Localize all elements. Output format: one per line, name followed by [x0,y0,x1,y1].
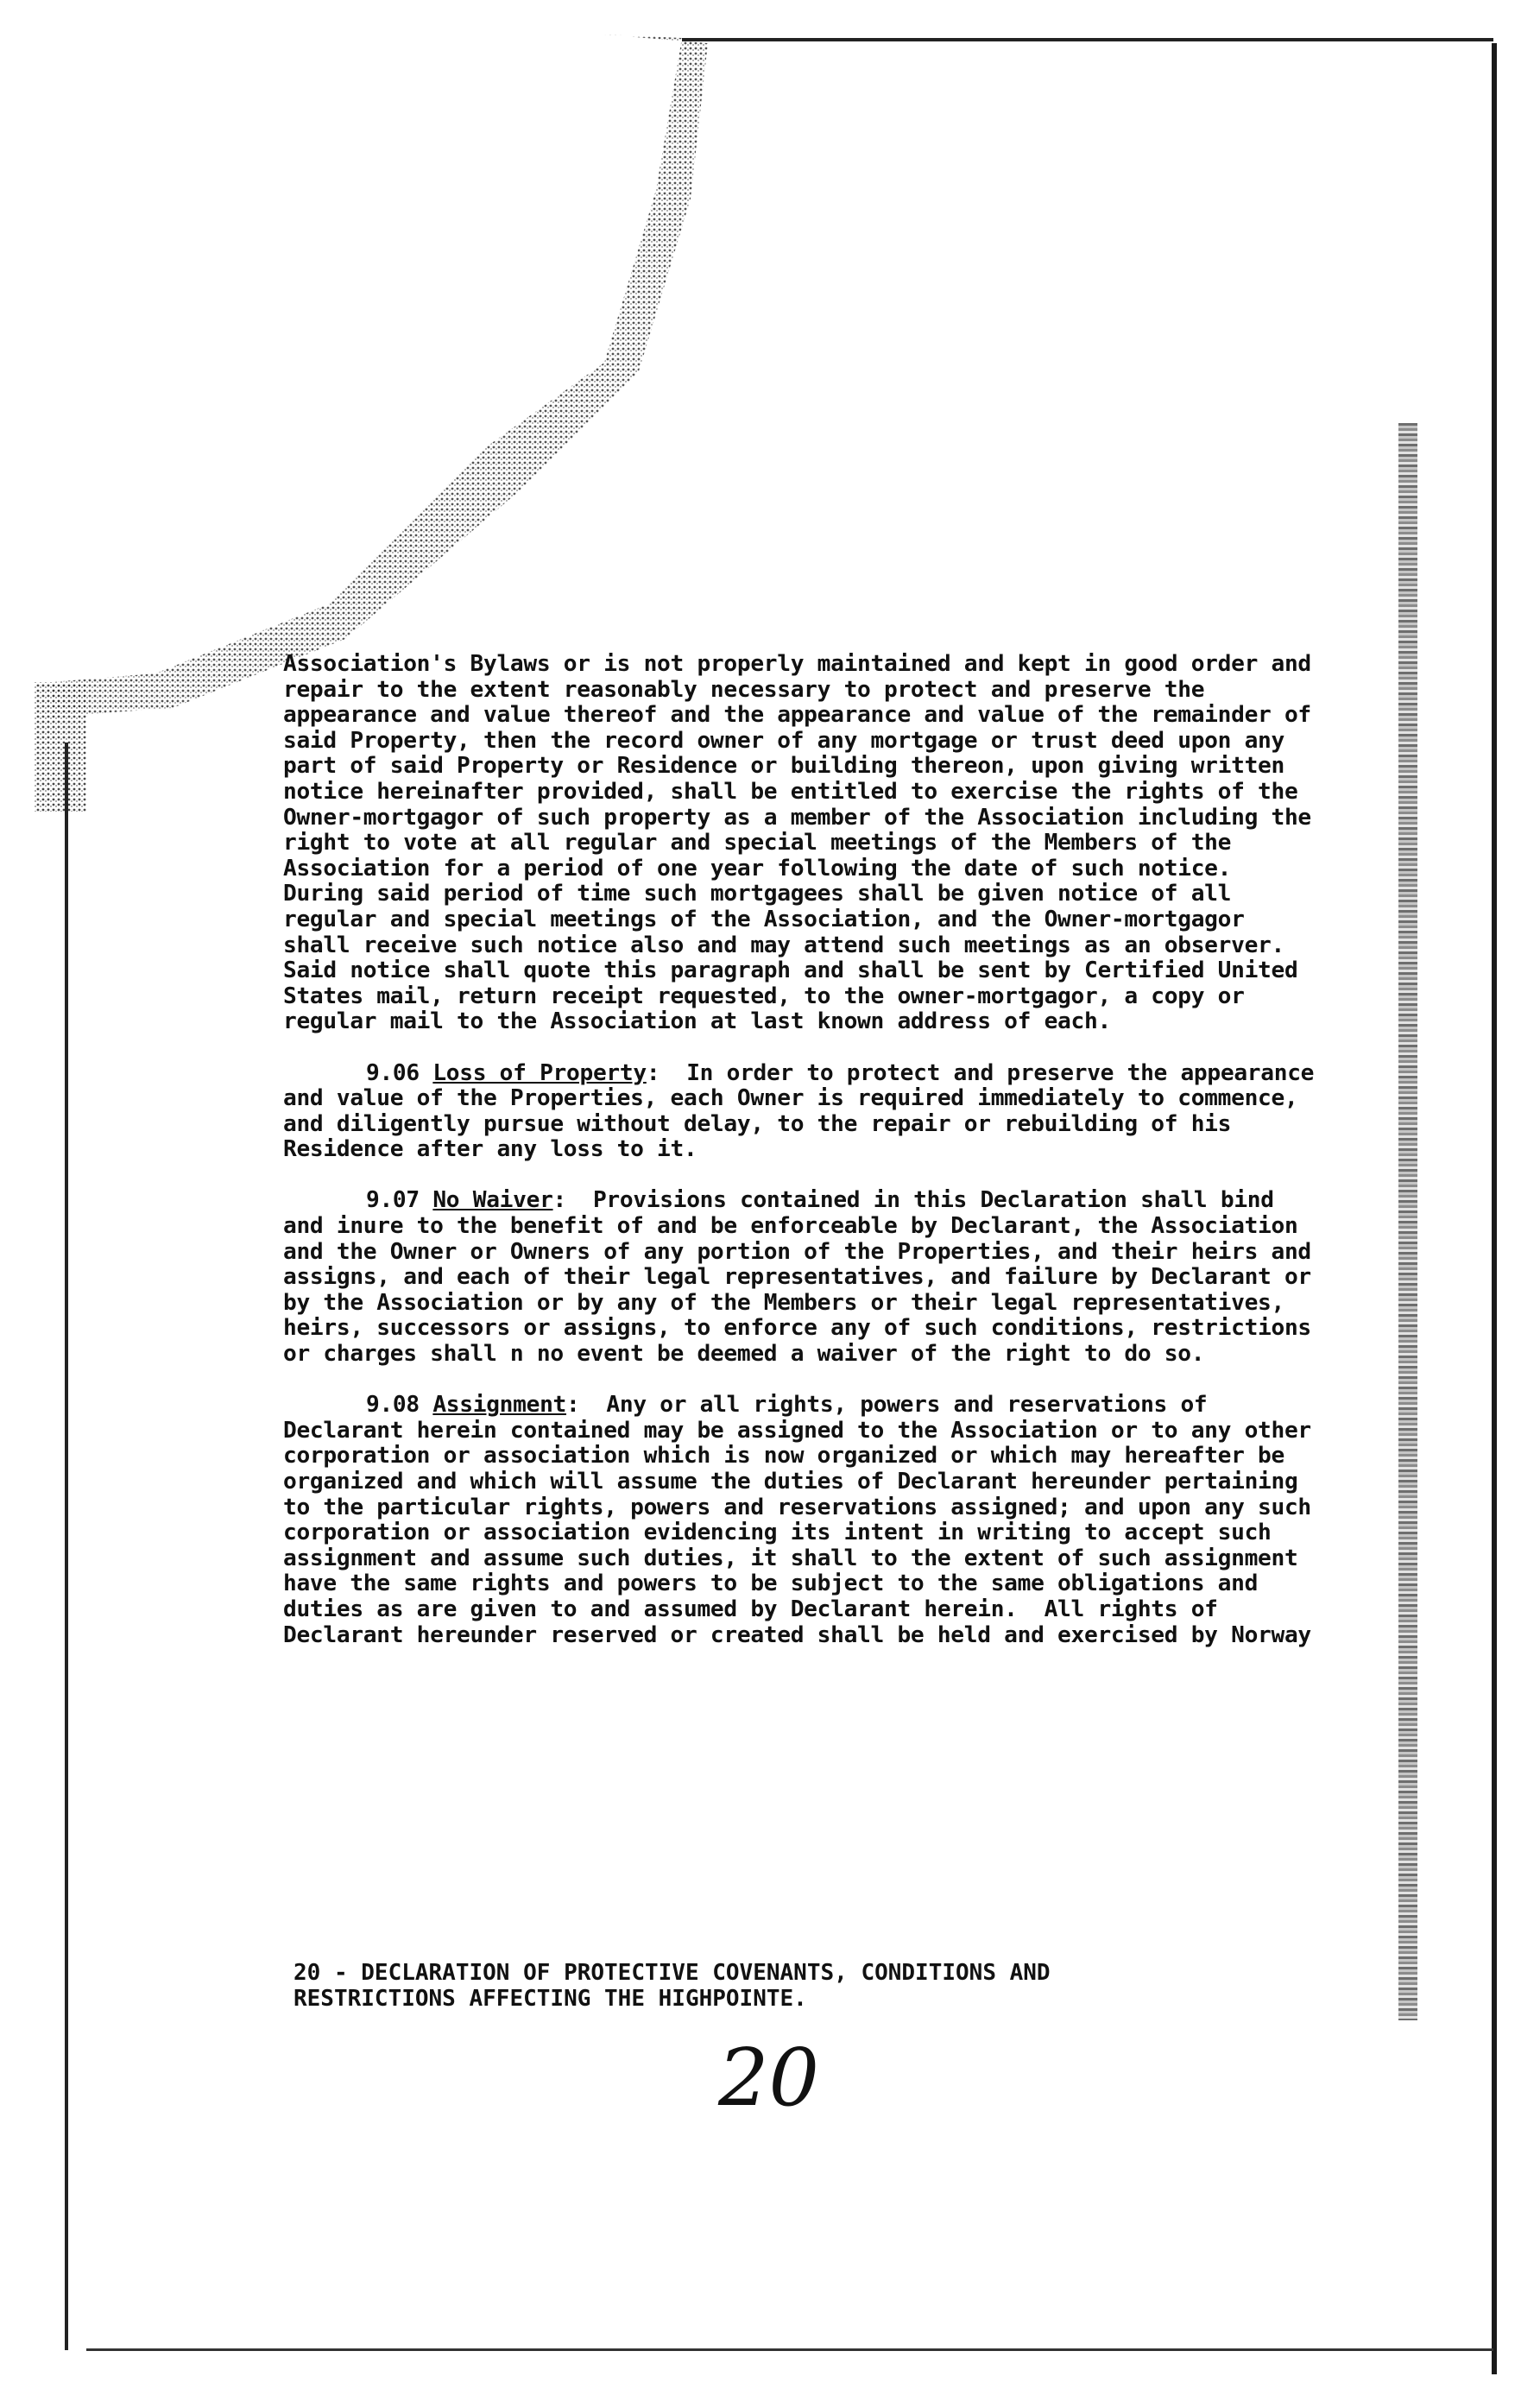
binding-strip [1398,423,1417,2020]
scan-border-left [65,743,68,2350]
scan-border-right [1492,43,1497,2374]
page-footer [293,1960,1286,2012]
scan-edge-left [0,0,35,2408]
section-number: 9.07 [366,1187,420,1214]
scan-border-top [682,38,1493,41]
section-heading: Loss of Property [432,1059,647,1086]
handwritten-page-number [708,2029,855,2133]
section-number: 9.08 [366,1392,420,1419]
section-9-06: 9.06 Loss of Property: In order to protect and preserve the appearance and value of the Properties, each Owner is required immediately to commence, and diligently pursue without delay, to the repair or rebuilding of his Residence after any loss to it. [283,1059,1328,1163]
svg-text:20: 20 [718,2032,820,2124]
section-number: 9.06 [366,1059,420,1086]
section-9-07: 9.07 No Waiver: Provisions contained in this Declaration shall bind and inure to the benefit of and be enforceable by Declarant, the Association and the Owner or Owners of any portion of the Properties, and their heirs and assigns, and each of their legal representatives, and failure by Declarant or by the Association or by any of the Members or their legal representatives, heirs, successors or assigns, to enforce any of such conditions, restrictions or charges shall n no event be deemed a waiver of the right to do so. [283,1187,1325,1368]
section-heading: Assignment [432,1392,567,1419]
paragraph-text: Association's Bylaws or is not properly maintained and kept in good order and repair to the extent reasonably necessary to protect and preserve the appearance and value thereof and the appearance and value of the remainder of said Property, then the record owner of any mortgage or trust deed upon any part of said Property or Residence or building thereon, upon giving written notice hereinafter provided, shall be entitled to exercise the rights of the Owner-mortgagor of such property as a member of the Association including the right to vote at all regular and special meetings of the Members of the Association for a period of one year following the date of such notice. During said period of time such mortgagees shall be given notice of all regular and special meetings of the Association, and the Owner-mortgagor shall receive such notice also and may attend such meetings as an observer. Said notice shall quote this paragraph and shall be sent by Certified United States mail, return receipt requested, to the owner-mortgagor, a copy or regular mail to the Association at last known address of each. [283,651,1325,1035]
section-heading: No Waiver [432,1187,553,1214]
paragraph-continued [283,651,1325,1035]
section-text: In order to protect and preserve the appearance and value of the Properties, each Owner is required immediately to commence, and diligently pursue without delay, to the repair or rebuilding of his Residence after any loss to it. [283,1059,1328,1163]
section-text: Provisions contained in this Declaration shall bind and inure to the benefit of and be enforceable by Declarant, the Association and the Owner or Owners of any portion of the Properties, and their heirs and assigns, and each of their legal representatives, and failure by Declarant or by the Association or by any of the Members or their legal representatives, heirs, successors or assigns, to enforce any of such conditions, restrictions or charges shall n no event be deemed a waiver of the right to do so. [283,1187,1325,1368]
section-9-08: 9.08 Assignment: Any or all rights, powers and reservations of Declarant herein contained may be assigned to the Association or to any other corporation or association which is now organized or which may hereafter be organized and which will assume the duties of Declarant hereunder pertaining to the particular rights, powers and reservations assigned; and upon any such corporation or association evidencing its intent in writing to accept such assignment and assume such duties, it shall to the extent of such assignment have the same rights and powers to be subject to the same obligations and duties as are given to and assumed by Declarant herein. All rights of Declarant hereunder reserved or created shall be held and exercised by Norway [283,1392,1325,1648]
document-body [283,651,1328,1674]
section-text: Any or all rights, powers and reservations of Declarant herein contained may be assigned to the Association or to any other corporation or association which is now organized or which may hereafter be organized and which will assume the duties of Declarant hereunder pertaining to the particular rights, powers and reservations assigned; and upon any such corporation or association evidencing its intent in writing to accept such assignment and assume such duties, it shall to the extent of such assignment have the same rights and powers to be subject to the same obligations and duties as are given to and assumed by Declarant herein. All rights of Declarant hereunder reserved or created shall be held and exercised by Norway [283,1392,1325,1648]
footer-line-1: 20 - DECLARATION OF PROTECTIVE COVENANTS, CONDITIONS AND [293,1960,1051,1986]
scan-border-bottom [86,2348,1493,2351]
footer-line-2: RESTRICTIONS AFFECTING THE HIGHPOINTE. [293,1986,807,2012]
